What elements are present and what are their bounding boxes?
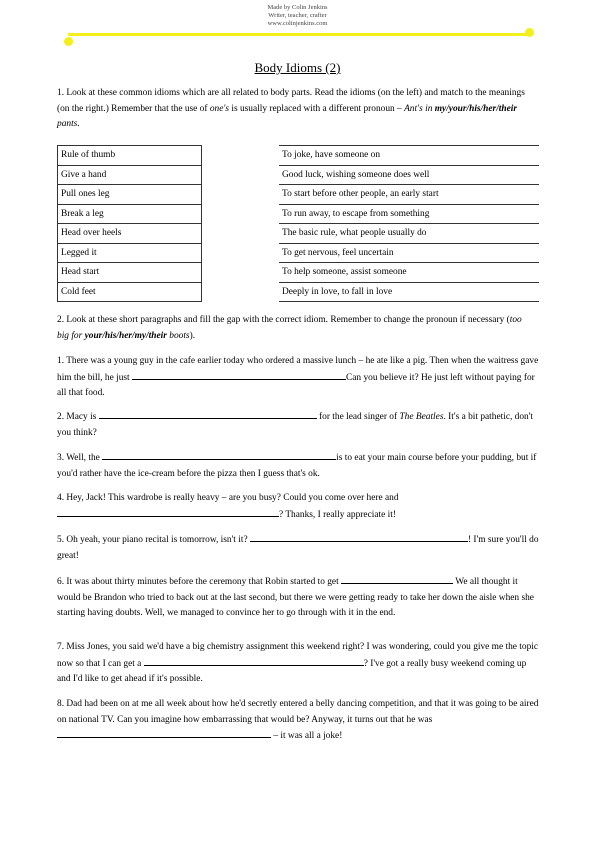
meaning-cell: Good luck, wishing someone does well: [279, 165, 539, 185]
author-name: Made by Colin Jenkins: [267, 4, 328, 11]
instruction-1: 1. Look at these common idioms which are all related to body parts. Read the idioms (on the left) and match to the meanings (on the right.) Remember that the use of one's is usually replaced with a different pronoun – Ant's in my/your/his/her/their pants.: [57, 88, 525, 129]
idiom-cell: Head start: [58, 263, 202, 283]
answer-blank-6[interactable]: [341, 574, 453, 584]
author-role: Writer, teacher, crafter: [268, 12, 327, 19]
author-header: [0, 4, 595, 28]
divider-dot-right: [525, 28, 534, 37]
instruction-2: 2. Look at these short paragraphs and fill the gap with the correct idiom. Remember to change the pronoun if necessary (too big for your/his/her/my/their boots).: [57, 315, 522, 341]
meanings-table: [279, 145, 539, 302]
meaning-cell: The basic rule, what people usually do: [279, 224, 539, 244]
question-2: 2. Macy is for the lead singer of The Beatles. It's a bit pathetic, don't you think?: [57, 409, 539, 441]
meaning-cell: To get nervous, feel uncertain: [279, 243, 539, 263]
idiom-cell: Pull ones leg: [58, 185, 202, 205]
question-6: 6. It was about thirty minutes before the ceremony that Robin started to get We all thought it would be Brandon who tried to back out at the last second, but there we were getting ready to take her down the aisle when she starting having doubts. Well, we managed to convince her to go through with it in the end.: [57, 574, 539, 622]
question-4: 4. Hey, Jack! This wardrobe is really heavy – are you busy? Could you come over here and ? Thanks, I really appreciate it!: [57, 493, 399, 520]
question-7: 7. Miss Jones, you said we'd have a big chemistry assignment this weekend right? I was wondering, could you give me the topic now so that I can get a ? I've got a really busy weekend coming up and I'd like to get ahead if it's possible.: [57, 642, 539, 684]
answer-blank-1[interactable]: [132, 370, 346, 380]
answer-blank-8[interactable]: [57, 728, 271, 738]
answer-blank-7[interactable]: [144, 656, 364, 666]
question-8: 8. Dad had been on at me all week about how he'd secretly entered a belly dancing competition, and that it was going to be aired on national TV. Can you imagine how embarrassing that would be? Anyway, it turns out that he was – it was all a joke!: [57, 699, 539, 741]
idioms-table: [57, 145, 202, 302]
meaning-cell: To help someone, assist someone: [279, 263, 539, 283]
idiom-cell: Rule of thumb: [58, 146, 202, 166]
idiom-cell: Legged it: [58, 243, 202, 263]
header-divider: [68, 33, 530, 36]
meaning-cell: To start before other people, an early start: [279, 185, 539, 205]
idiom-cell: Cold feet: [58, 282, 202, 302]
question-3: 3. Well, the is to eat your main course before your pudding, but if you'd rather have the ice-cream before the pizza then I guess that's ok.: [57, 450, 539, 482]
answer-blank-5[interactable]: [250, 532, 468, 542]
idiom-cell: Give a hand: [58, 165, 202, 185]
answer-blank-4[interactable]: [57, 507, 279, 517]
idiom-cell: Head over heels: [58, 224, 202, 244]
page-title: Body Idioms (2): [254, 60, 341, 75]
meaning-cell: To run away, to escape from something: [279, 204, 539, 224]
divider-dot-left: [64, 37, 73, 46]
question-5: 5. Oh yeah, your piano recital is tomorrow, isn't it? ! I'm sure you'll do great!: [57, 532, 539, 564]
idiom-cell: Break a leg: [58, 204, 202, 224]
meaning-cell: To joke, have someone on: [279, 146, 539, 166]
answer-blank-2[interactable]: [99, 409, 317, 419]
meaning-cell: Deeply in love, to fall in love: [279, 282, 539, 302]
author-website: www.colinjenkins.com: [267, 20, 328, 27]
question-1: 1. There was a young guy in the cafe earlier today who ordered a massive lunch – he ate like a pig. Then when the waitress gave him the bill, he just Can you believe it? He just left without paying for all that food.: [57, 356, 539, 398]
answer-blank-3[interactable]: [102, 450, 336, 460]
